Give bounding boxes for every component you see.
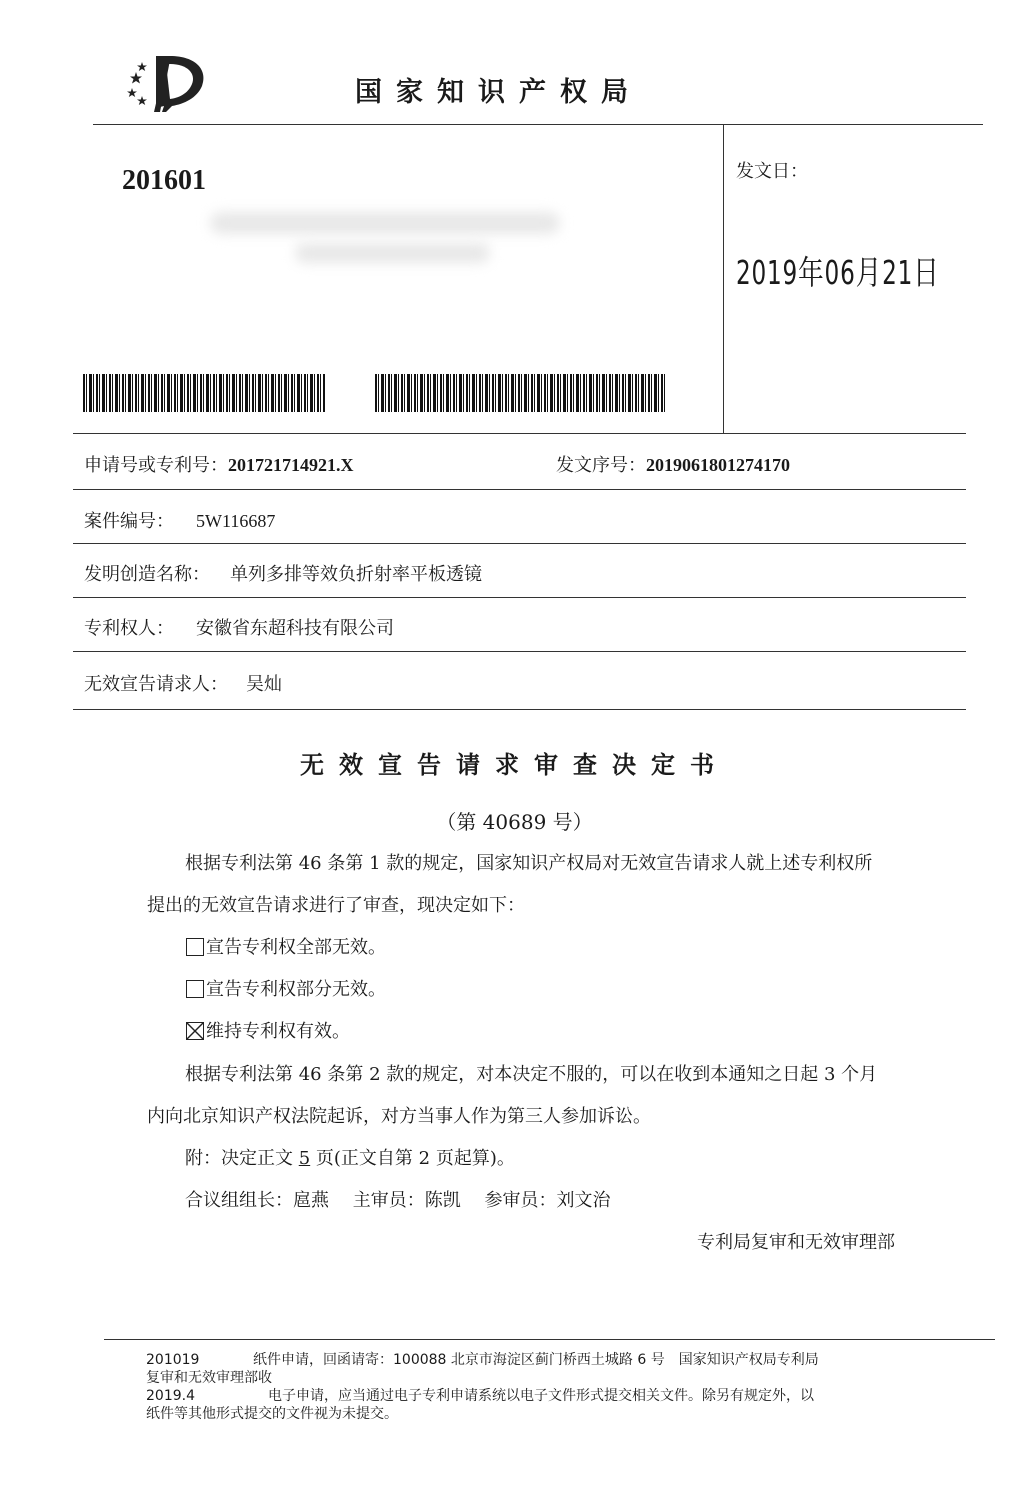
decision-title: 无效宣告请求审查决定书 [300,751,729,779]
option-invalid-all [186,937,386,959]
option-label: 维持专利权有效。 [206,1021,350,1042]
application-number: 201721714921.X [228,455,354,475]
application-number-label: 申请号或专利号： [84,455,228,476]
serial-number: 2019061801274170 [646,455,790,475]
option-maintain-valid [186,1021,350,1043]
field-rule [73,543,966,544]
serial-number-row [556,451,790,477]
issue-date-label: 发文日： [736,161,808,182]
requester-row [84,670,282,696]
patentee: 安徽省东超科技有限公司 [196,618,394,639]
cnipa-emblem-icon [126,52,210,114]
option-label: 宣告专利权全部无效。 [206,937,386,958]
checkbox-unchecked [186,938,204,956]
form-code: 201601 [122,165,206,196]
date-column-divider [723,124,724,433]
checkbox-unchecked [186,980,204,998]
footer-rule [104,1339,995,1340]
intro-line-2: 提出的无效宣告请求进行了审查，现决定如下： [147,895,525,916]
field-rule [73,709,966,710]
case-number-label: 案件编号： [84,511,174,532]
barcode-left [83,374,325,412]
invention-name-row [84,560,482,586]
footer-paper-line-1: 纸件申请，回函请寄：100088 北京市海淀区蓟门桥西土城路 6 号 国家知识产权局专利局 [253,1352,819,1368]
case-number-row [84,507,275,533]
redacted-address-line-2 [295,243,490,263]
invention-name-label: 发明创造名称： [84,564,210,585]
application-number-row [84,451,354,477]
checkbox-checked [186,1022,204,1040]
footer-code-2: 2019.4 [146,1388,195,1404]
invention-name: 单列多排等效负折射率平板透镜 [230,564,482,585]
footer-code-1: 201019 [146,1352,200,1368]
appeal-line-2: 内向北京知识产权法院起诉，对方当事人作为第三人参加诉讼。 [147,1106,651,1127]
appeal-line-1: 根据专利法第 46 条第 2 款的规定，对本决定不服的，可以在收到本通知之日起 3 个月 [185,1064,878,1085]
case-number: 5W116687 [196,511,276,531]
office-name: 国家知识产权局 [355,77,642,108]
issuing-department: 专利局复审和无效审理部 [697,1232,895,1253]
barcode-right [375,374,665,412]
attachment-line [185,1148,515,1170]
option-invalid-partial [186,979,386,1001]
patentee-label: 专利权人： [84,618,174,639]
decision-number: （第 40689 号） [436,810,593,834]
field-rule [73,597,966,598]
patentee-row [84,614,394,640]
attachment-prefix: 附：决定正文 [185,1148,299,1169]
header-rule [93,124,983,125]
option-label: 宣告专利权部分无效。 [206,979,386,1000]
redacted-address-line-1 [210,212,560,234]
intro-line-1: 根据专利法第 46 条第 1 款的规定，国家知识产权局对无效宣告请求人就上述专利权所 [185,853,873,874]
field-rule [73,433,966,434]
field-rule [73,651,966,652]
attachment-pages: 5 [298,1148,311,1169]
attachment-suffix: 页(正文自第 2 页起算)。 [310,1148,515,1169]
panel-members: 合议组组长：扈燕 主审员：陈凯 参审员：刘文治 [185,1190,611,1211]
footer-electronic-line-2: 纸件等其他形式提交的文件视为未提交。 [146,1406,398,1422]
issue-date-value: 2019年06月21日 [736,253,940,292]
footer-paper-line-2: 复审和无效审理部收 [146,1370,272,1386]
serial-number-label: 发文序号： [556,455,646,476]
requester-label: 无效宣告请求人： [84,674,228,695]
requester: 吴灿 [246,674,282,695]
field-rule [73,489,966,490]
footer-electronic-line-1: 电子申请，应当通过电子专利申请系统以电子文件形式提交相关文件。除另有规定外，以 [268,1388,814,1404]
